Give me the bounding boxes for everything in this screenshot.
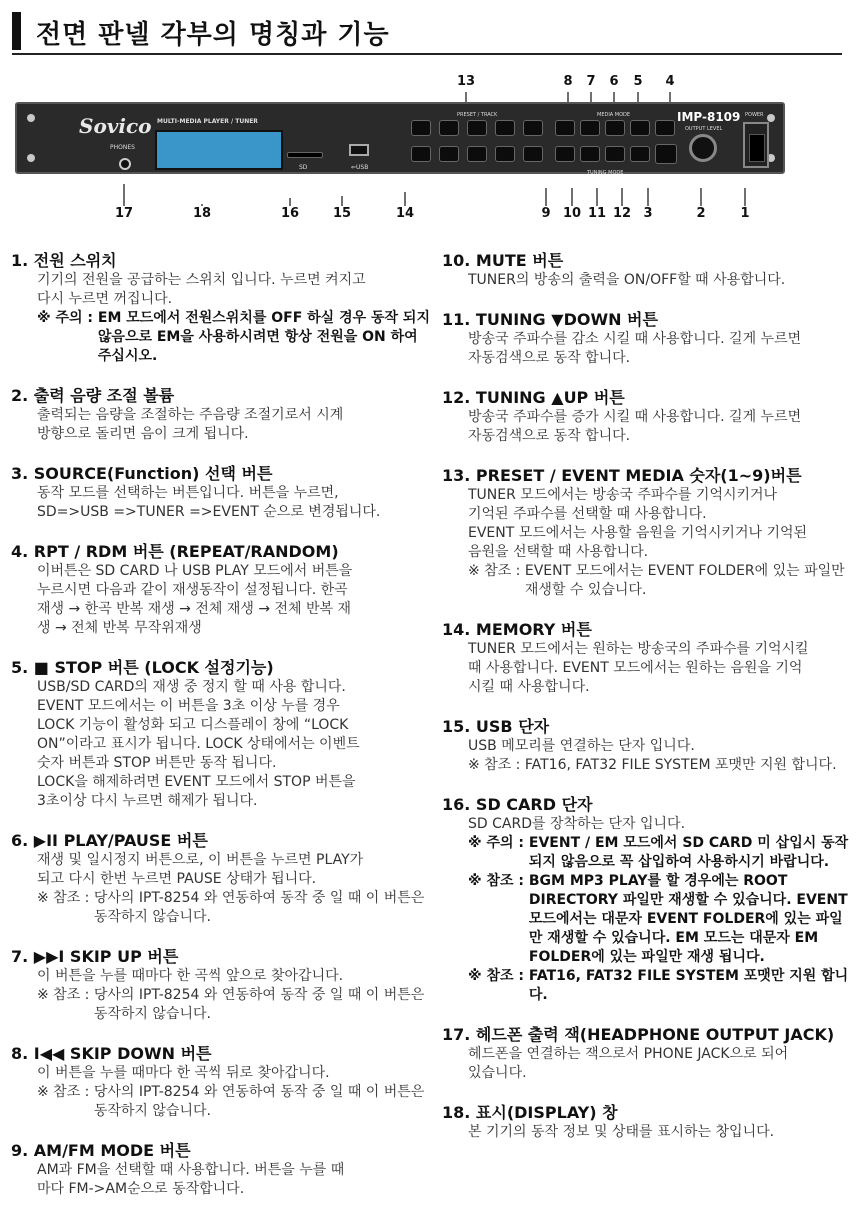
item-heading: 7. ▶▶I SKIP UP 버튼 (11, 947, 179, 966)
rpt-rdm-button (655, 120, 675, 136)
front-panel-diagram (0, 72, 860, 232)
note-text: BGM MP3 PLAY를 할 경우에는 ROOT DIRECTORY 파일만 재생할 수 있습니다. EVENT 모드에서는 대문자 EVENT FOLDER에 있는 파일만 재생할 수 있습니다. EM 모드는 대문자 EM FOLDER에 있는 파일만 재생 됩니다. (528, 873, 848, 965)
callout-number: 18 (192, 206, 212, 221)
callout-number: 2 (696, 206, 706, 221)
memory-button (411, 146, 431, 162)
item-text: 동작 모드를 선택하는 버튼입니다. 버튼을 누르면, (37, 485, 339, 501)
preset-button-3 (467, 120, 487, 136)
item-text: 방송국 주파수를 증가 시킬 때 사용합니다. 길게 누르면 (468, 409, 802, 425)
item-note (442, 872, 852, 967)
item-text: 출력되는 음량을 조절하는 주음량 조절기로서 시계 (37, 407, 344, 423)
item-text: EVENT 모드에서는 이 버튼을 3초 이상 누를 경우 (37, 698, 340, 714)
item-text: SD=>USB =>TUNER =>EVENT 순으로 변경됩니다. (37, 504, 381, 520)
description-item (442, 619, 852, 697)
callout-number: 16 (280, 206, 300, 221)
stop-button (630, 120, 650, 136)
preset-button-8 (495, 146, 515, 162)
item-heading: 10. MUTE 버튼 (442, 251, 564, 270)
item-text: 있습니다. (468, 1065, 527, 1081)
item-heading: 2. 출력 음량 조절 볼륨 (11, 386, 175, 405)
item-text: 방송국 주파수를 감소 시킬 때 사용합니다. 길게 누르면 (468, 331, 802, 347)
title-marker (12, 12, 21, 50)
item-text: LOCK 기능이 활성화 되고 디스플레이 창에 “LOCK (37, 717, 349, 733)
power-label: POWER (745, 112, 764, 118)
callout-number: 6 (609, 74, 619, 89)
item-text: USB/SD CARD의 재생 중 정지 할 때 사용 합니다. (37, 679, 346, 695)
item-text: 되고 다시 한번 누르면 PAUSE 상태가 됩니다. (37, 871, 317, 887)
item-text: TUNER 모드에서는 원하는 방송국의 주파수를 기억시킬 (468, 641, 809, 657)
device-front-panel (15, 102, 785, 174)
item-text: 음원을 선택할 때 사용합니다. (468, 544, 649, 560)
output-level-label: OUTPUT LEVEL (685, 126, 723, 132)
description-item (11, 463, 431, 522)
item-text: 숫자 버튼과 STOP 버튼만 동작 됩니다. (37, 755, 277, 771)
item-text: AM과 FM을 선택할 때 사용합니다. 버튼을 누를 때 (37, 1162, 345, 1178)
preset-button-1 (411, 120, 431, 136)
note-label: ※ 주의 : (37, 310, 98, 326)
item-heading: 5. ■ STOP 버튼 (LOCK 설정기능) (11, 658, 274, 677)
item-note (442, 562, 852, 600)
note-label: ※ 주의 : (468, 835, 529, 851)
item-heading: 4. RPT / RDM 버튼 (REPEAT/RANDOM) (11, 542, 339, 561)
callout-number: 17 (114, 206, 134, 221)
note-label: ※ 참조 : (37, 890, 94, 906)
item-text: 자동검색으로 동작 합니다. (468, 428, 631, 444)
note-label: ※ 참조 : (468, 968, 529, 984)
note-text: 당사의 IPT-8254 와 연동하여 동작 중 일 때 이 버튼은 동작하지 않습니다. (93, 1084, 425, 1119)
item-text: 이 버튼을 누를 때마다 한 곡씩 뒤로 찾아갑니다. (37, 1065, 330, 1081)
lcd-display (155, 130, 283, 170)
page-header (12, 8, 842, 54)
description-item (11, 541, 431, 638)
item-text: 시킬 때 사용합니다. (468, 679, 590, 695)
item-text: SD CARD를 장착하는 단자 입니다. (468, 816, 686, 832)
am-fm-button (555, 146, 575, 162)
note-label: ※ 참조 : (37, 1084, 94, 1100)
item-heading: 9. AM/FM MODE 버튼 (11, 1141, 191, 1160)
preset-button-5 (523, 120, 543, 136)
note-text: EM 모드에서 전원스위치를 OFF 하실 경우 동작 되지 않음으로 EM을 사용하시려면 항상 전원을 ON 하여 주십시오. (97, 310, 430, 364)
play-pause-button (605, 120, 625, 136)
source-button (655, 144, 677, 164)
volume-knob (689, 134, 717, 162)
preset-button-7 (467, 146, 487, 162)
callout-number: 11 (587, 206, 607, 221)
callout-number: 10 (562, 206, 582, 221)
tuning-mode-label: TUNING MODE (587, 170, 624, 176)
callout-number: 7 (586, 74, 596, 89)
note-label: ※ 참조 : (37, 987, 94, 1003)
callout-number: 1 (740, 206, 750, 221)
note-label: ※ 참조 : (468, 757, 525, 773)
brand-logo: Sovico (79, 114, 152, 138)
callout-number: 12 (612, 206, 632, 221)
sd-card-slot (287, 152, 323, 158)
phones-label: PHONES (110, 144, 135, 151)
item-text: EVENT 모드에서는 사용할 음원을 기억시키거나 기억된 (468, 525, 808, 541)
item-text: 자동검색으로 동작 합니다. (468, 350, 631, 366)
description-item (442, 387, 852, 446)
description-item (442, 716, 852, 775)
description-item (11, 946, 431, 1024)
title-underline (12, 53, 842, 55)
note-text: FAT16, FAT32 FILE SYSTEM 포맷만 지원 합니다. (524, 757, 837, 773)
description-item (11, 385, 431, 444)
item-text: 기억된 주파수를 선택할 때 사용합니다. (468, 506, 707, 522)
preset-label: PRESET / TRACK (457, 112, 498, 118)
description-item (11, 250, 431, 366)
item-heading: 8. I◀◀ SKIP DOWN 버튼 (11, 1044, 212, 1063)
player-label: MULTI-MEDIA PLAYER / TUNER (157, 118, 258, 125)
description-item (11, 1140, 431, 1199)
power-switch (743, 122, 769, 168)
skip-down-button (555, 120, 575, 136)
item-text: 기기의 전원을 공급하는 스위치 입니다. 누르면 켜지고 (37, 272, 366, 288)
item-text: 방향으로 돌리면 음이 크게 됩니다. (37, 426, 249, 442)
item-note (442, 756, 852, 775)
note-label: ※ 참조 : (468, 563, 525, 579)
item-heading: 1. 전원 스위치 (11, 251, 117, 270)
item-heading: 17. 헤드폰 출력 잭(HEADPHONE OUTPUT JACK) (442, 1025, 835, 1044)
description-item (442, 1102, 852, 1142)
item-heading: 3. SOURCE(Function) 선택 버튼 (11, 464, 273, 483)
item-heading: 11. TUNING ▼DOWN 버튼 (442, 310, 658, 329)
item-note (442, 967, 852, 1005)
item-note (11, 309, 431, 366)
media-mode-label: MEDIA MODE (597, 112, 631, 118)
callout-number: 5 (633, 74, 643, 89)
item-text: 헤드폰을 연결하는 잭으로서 PHONE JACK으로 되어 (468, 1046, 789, 1062)
callout-number: 8 (563, 74, 573, 89)
tuning-up-button (630, 146, 650, 162)
item-text: 다시 누르면 꺼집니다. (37, 291, 173, 307)
item-text: ON”이라고 표시가 됩니다. LOCK 상태에서는 이벤트 (37, 736, 360, 752)
callout-number: 13 (456, 74, 476, 89)
callout-number: 9 (541, 206, 551, 221)
callout-number: 15 (332, 206, 352, 221)
description-item (442, 250, 852, 290)
item-text: TUNER 모드에서는 방송국 주파수를 기억시키거나 (468, 487, 778, 503)
item-text: 마다 FM->AM순으로 동작합니다. (37, 1181, 245, 1197)
description-item (442, 794, 852, 1005)
preset-button-2 (439, 120, 459, 136)
item-text: 생 → 전체 반복 무작위재생 (37, 620, 202, 636)
item-text: 본 기기의 동작 정보 및 상태를 표시하는 창입니다. (468, 1124, 775, 1140)
description-column-right (442, 250, 852, 1161)
note-text: EVENT / EM 모드에서 SD CARD 미 삽입시 동작 되지 않음으로 꼭 삽입하여 사용하시기 바랍니다. (528, 835, 849, 870)
preset-button-9 (523, 146, 543, 162)
description-item (11, 830, 431, 927)
note-text: FAT16, FAT32 FILE SYSTEM 포맷만 지원 합니다. (528, 968, 849, 1003)
headphone-jack (119, 158, 131, 170)
item-text: 재생 → 한곡 반복 재생 → 전체 재생 → 전체 반복 재 (37, 601, 352, 617)
callout-number: 3 (643, 206, 653, 221)
item-note (442, 834, 852, 872)
description-item (442, 1024, 852, 1083)
note-text: 당사의 IPT-8254 와 연동하여 동작 중 일 때 이 버튼은 동작하지 않습니다. (93, 890, 425, 925)
item-note (11, 986, 431, 1024)
tuning-down-button (605, 146, 625, 162)
item-text: 이 버튼을 누를 때마다 한 곡씩 앞으로 찾아갑니다. (37, 968, 344, 984)
item-note (11, 889, 431, 927)
item-text: 이버튼은 SD CARD 나 USB PLAY 모드에서 버튼을 (37, 563, 353, 579)
note-label: ※ 참조 : (468, 873, 529, 889)
item-text: 때 사용합니다. EVENT 모드에서는 원하는 음원을 기억 (468, 660, 803, 676)
model-name: IMP-8109 (677, 110, 741, 124)
usb-port (349, 144, 369, 156)
description-item (11, 657, 431, 811)
preset-button-4 (495, 120, 515, 136)
page-title: 전면 판넬 각부의 명칭과 기능 (36, 20, 390, 50)
sd-label: SD (299, 164, 308, 171)
callout-number: 4 (665, 74, 675, 89)
item-text: LOCK을 해제하려면 EVENT 모드에서 STOP 버튼을 (37, 774, 356, 790)
callout-number: 14 (395, 206, 415, 221)
description-item (442, 465, 852, 600)
rack-screw (27, 154, 35, 162)
description-item (11, 1043, 431, 1121)
item-text: USB 메모리를 연결하는 단자 입니다. (468, 738, 695, 754)
item-heading: 13. PRESET / EVENT MEDIA 숫자(1~9)버튼 (442, 466, 802, 485)
item-heading: 16. SD CARD 단자 (442, 795, 593, 814)
item-note (11, 1083, 431, 1121)
item-heading: 18. 표시(DISPLAY) 창 (442, 1103, 618, 1122)
item-text: 3초이상 다시 누르면 해제가 됩니다. (37, 793, 258, 809)
item-heading: 14. MEMORY 버튼 (442, 620, 592, 639)
note-text: EVENT 모드에서는 EVENT FOLDER에 있는 파일만 재생할 수 있습니다. (524, 563, 845, 598)
usb-label: ⇐USB (351, 164, 369, 171)
description-column-left (11, 250, 431, 1218)
item-heading: 6. ▶II PLAY/PAUSE 버튼 (11, 831, 208, 850)
note-text: 당사의 IPT-8254 와 연동하여 동작 중 일 때 이 버튼은 동작하지 않습니다. (93, 987, 425, 1022)
rack-screw (27, 114, 35, 122)
item-heading: 12. TUNING ▲UP 버튼 (442, 388, 625, 407)
item-text: 누르시면 다음과 같이 재생동작이 설정됩니다. 한곡 (37, 582, 348, 598)
description-item (442, 309, 852, 368)
item-text: 재생 및 일시정지 버튼으로, 이 버튼을 누르면 PLAY가 (37, 852, 364, 868)
skip-up-button (580, 120, 600, 136)
preset-button-6 (439, 146, 459, 162)
item-heading: 15. USB 단자 (442, 717, 550, 736)
rack-screw (767, 114, 775, 122)
mute-button (580, 146, 600, 162)
item-text: TUNER의 방송의 출력을 ON/OFF할 때 사용합니다. (468, 272, 786, 288)
